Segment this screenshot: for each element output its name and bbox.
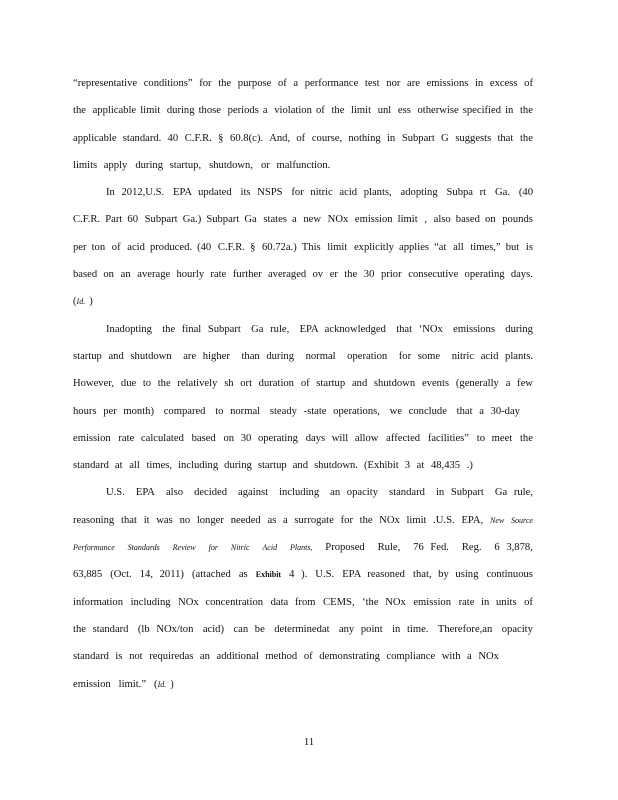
text-segment: for nitric acid plants, <box>291 187 392 199</box>
text-segment: in time. <box>392 623 429 635</box>
text-segment: operation <box>347 350 388 362</box>
text-segment: (Exhibit <box>363 460 399 472</box>
text-segment: Proposed <box>325 542 365 554</box>
text-segment: no longer <box>179 514 224 526</box>
exhibit-reference: Exhibit <box>255 570 282 580</box>
text-segment: a few <box>505 378 533 390</box>
text-segment: In 2012,U.S. <box>106 187 165 199</box>
text-segment: against <box>238 487 269 499</box>
text-segment: emission <box>413 596 452 608</box>
citation-title-segment: Nitric <box>230 543 250 553</box>
text-segment: limits apply <box>73 159 128 171</box>
text-segment: during <box>224 460 252 472</box>
text-segment: (lb NOx/ton <box>137 623 194 635</box>
text-segment: those periods <box>198 105 259 117</box>
citation-id: Id. <box>76 297 86 307</box>
text-segment: limit , also <box>397 214 451 226</box>
text-segment: it was <box>143 514 173 526</box>
citation-id: Id. <box>157 679 167 689</box>
citation-title-segment: Standards <box>127 543 160 553</box>
text-segment: affected <box>386 432 421 444</box>
text-segment: § 60.8(c). <box>218 132 263 144</box>
text-segment: (40 <box>518 187 533 199</box>
text-segment: This limit explicitly <box>301 241 394 253</box>
text-segment: Rule, <box>377 542 401 554</box>
text-segment: on pounds <box>485 214 533 226</box>
text-segment: an opacity <box>330 487 378 499</box>
text-segment: and <box>292 460 309 472</box>
text-line <box>73 671 533 698</box>
text-segment: emission <box>73 678 111 690</box>
text-segment: applicable <box>73 132 117 144</box>
text-segment: And, <box>269 132 291 144</box>
text-segment: reasoning <box>73 514 115 526</box>
text-segment: a new NOx emission <box>292 214 393 226</box>
text-segment: averaged <box>267 269 307 281</box>
text-segment: are higher <box>183 350 230 362</box>
text-segment: days. <box>510 269 533 281</box>
text-segment: data from <box>270 596 316 608</box>
text-segment: hours per month) <box>73 405 154 417</box>
text-segment: 76 Fed. <box>413 542 449 554</box>
text-segment: startup <box>257 460 287 472</box>
text-segment: of course, <box>296 132 343 144</box>
text-segment: normal <box>305 350 336 362</box>
text-segment: ( <box>154 678 158 690</box>
text-segment: rate further <box>210 269 262 281</box>
text-segment: opacity <box>501 623 533 635</box>
text-segment: on 30 operating <box>223 432 298 444</box>
text-segment: (Oct. <box>110 569 132 581</box>
citation-title-segment: Performance <box>73 543 115 553</box>
text-segment: determinedat <box>274 623 330 635</box>
text-segment: applies <box>399 241 430 253</box>
text-line <box>73 70 533 97</box>
text-segment: Ga rule, <box>494 487 533 499</box>
text-segment: G suggests <box>441 132 492 144</box>
text-segment: method of demonstrating <box>265 651 380 663</box>
text-segment: facilities” <box>427 432 470 444</box>
text-segment: that <box>121 514 137 526</box>
text-segment: Ga.) <box>182 214 202 226</box>
text-segment: Reg. <box>461 542 482 554</box>
text-segment: Inadopting <box>106 323 152 335</box>
text-segment: to meet <box>476 432 513 444</box>
text-segment: on an average <box>103 269 171 281</box>
text-segment: sh ort duration <box>224 378 294 390</box>
text-segment: of <box>524 78 533 89</box>
text-segment: but is <box>505 241 533 253</box>
text-segment: EPA reasoned <box>342 569 405 581</box>
text-segment: that a 30-day <box>456 405 520 417</box>
text-segment: 60 Subpart <box>127 214 178 226</box>
text-line <box>73 288 533 315</box>
text-segment: is not requiredas <box>115 651 194 663</box>
text-line <box>73 589 533 616</box>
text-segment: compared <box>163 405 206 417</box>
text-segment: NOx concentration <box>178 596 264 608</box>
text-segment: the <box>519 432 533 444</box>
text-segment: CEMS, <box>323 596 355 608</box>
text-segment: to normal <box>215 405 261 417</box>
text-segment: of startup <box>300 378 346 390</box>
text-segment: an additional <box>199 651 259 663</box>
text-segment: that ‘NOx <box>396 323 443 335</box>
text-segment: startup and shutdown <box>73 350 172 362</box>
text-segment: its NSPS <box>240 187 283 199</box>
text-segment: U.S. <box>106 487 125 499</box>
text-segment: based <box>73 269 98 281</box>
text-line <box>73 507 533 534</box>
page-number: 11 <box>303 736 315 748</box>
text-segment: the 30 prior consecutive <box>344 269 459 281</box>
text-segment: steady -state operations, <box>269 405 380 417</box>
text-segment: for some <box>398 350 441 362</box>
text-segment: emissions <box>453 323 495 335</box>
text-line <box>73 479 533 506</box>
text-segment: that, by using <box>413 569 479 581</box>
text-segment: Subpart <box>206 214 240 226</box>
text-segment: in Subpart <box>435 487 484 499</box>
text-line <box>73 316 533 343</box>
text-line <box>73 370 533 397</box>
text-segment: emissions <box>426 78 469 89</box>
text-segment: the standard <box>73 623 129 635</box>
text-segment: any point <box>338 623 383 635</box>
text-segment: nitric acid plants. <box>451 350 533 362</box>
text-segment: EPA <box>135 487 155 499</box>
text-line <box>73 425 533 452</box>
text-segment: § 60.72a.) <box>250 241 297 253</box>
text-segment: of the limit unl ess otherwise <box>315 105 459 117</box>
text-segment: in Subpart <box>386 132 435 144</box>
text-segment: 3 at 48,435 .) <box>404 460 473 472</box>
text-line <box>73 152 533 179</box>
text-segment: during <box>505 323 533 335</box>
text-segment: operating <box>464 269 505 281</box>
text-segment: during startup, <box>135 159 202 171</box>
text-line <box>73 125 533 152</box>
text-segment: 63,885 <box>73 569 103 581</box>
citation-title-segment: for <box>208 543 218 553</box>
text-line <box>73 343 533 370</box>
text-segment: ) <box>89 296 93 308</box>
text-segment: in excess <box>474 78 518 89</box>
text-segment: needed <box>230 514 261 526</box>
text-segment: or malfunction. <box>260 159 331 171</box>
text-segment: also <box>165 487 184 499</box>
text-segment: information <box>73 596 124 608</box>
text-segment: shutdown. <box>314 460 358 472</box>
text-segment: Subpa rt <box>446 187 487 199</box>
text-segment: rate calculated <box>118 432 184 444</box>
text-segment: standard. <box>122 132 162 144</box>
text-segment: for the purpose <box>199 78 272 89</box>
citation-title-segment: Plants, <box>289 543 313 553</box>
text-segment: including <box>130 596 171 608</box>
text-segment: including <box>279 487 320 499</box>
text-segment: standard <box>389 487 425 499</box>
text-segment: (40 C.F.R. <box>197 241 245 253</box>
text-segment: test nor are <box>364 78 420 89</box>
text-segment: the final Subpart <box>162 323 241 335</box>
text-segment: “at all times,” <box>434 241 501 253</box>
text-segment: a violation <box>262 105 312 117</box>
text-segment: ov er <box>312 269 338 281</box>
text-segment: Part <box>105 214 123 226</box>
text-segment: in the <box>505 105 533 117</box>
text-segment: However, <box>73 378 115 390</box>
citation-title-segment: New <box>489 515 505 525</box>
text-segment: U.S. <box>315 569 335 581</box>
text-segment: Therefore,an <box>437 623 493 635</box>
text-line <box>73 561 533 588</box>
text-segment: limit.” <box>118 678 147 690</box>
text-segment: (attached <box>191 569 231 581</box>
text-line <box>73 179 533 206</box>
citation-title-segment: Acid <box>262 543 278 553</box>
text-segment: adopting <box>400 187 438 199</box>
text-segment: events <box>421 378 450 390</box>
text-segment: for the NOx limit .U.S. <box>340 514 455 526</box>
text-segment: 6 3,878, <box>494 542 533 554</box>
text-segment: Ga. <box>494 187 510 199</box>
text-segment: standard <box>73 651 109 663</box>
text-segment: including <box>178 460 219 472</box>
text-segment: produced. <box>149 241 193 253</box>
text-segment: (generally <box>455 378 499 390</box>
text-segment: rate in units <box>458 596 517 608</box>
text-segment: specified <box>462 105 502 117</box>
text-segment: “representative <box>73 78 138 89</box>
text-segment: we conclude <box>389 405 447 417</box>
text-segment: per <box>73 241 87 253</box>
text-segment: of <box>524 596 533 608</box>
text-segment: as <box>238 569 248 581</box>
text-segment: EPA updated <box>173 187 232 199</box>
text-segment: shutdown, <box>209 159 253 171</box>
body-text <box>73 70 533 698</box>
text-segment: ton of acid <box>91 241 145 253</box>
text-segment: EPA acknowledged <box>299 323 386 335</box>
text-segment: based <box>455 214 480 226</box>
text-segment: Ga rule, <box>251 323 290 335</box>
text-line <box>73 643 499 670</box>
text-segment: standard <box>73 460 109 472</box>
text-segment: conditions” <box>143 78 193 89</box>
text-segment: days will allow <box>305 432 379 444</box>
text-segment: EPA, <box>461 514 484 526</box>
text-segment: of a performance <box>277 78 359 89</box>
citation-title-segment: Source <box>511 515 533 525</box>
text-line <box>73 234 533 261</box>
text-segment: acid) <box>202 623 225 635</box>
text-segment: that the <box>497 132 533 144</box>
text-line <box>73 261 533 288</box>
text-line <box>73 534 533 561</box>
text-line <box>73 398 520 425</box>
text-line <box>73 97 533 124</box>
text-segment: and shutdown <box>351 378 416 390</box>
text-segment: a NOx <box>467 651 499 663</box>
text-segment: based <box>191 432 216 444</box>
text-segment: can be <box>233 623 265 635</box>
text-segment: ) <box>170 678 174 690</box>
text-segment: 14, 2011) <box>139 569 184 581</box>
text-segment: with <box>441 651 461 663</box>
text-segment: the applicable <box>73 105 137 117</box>
text-line <box>73 452 473 479</box>
text-segment: than during <box>241 350 294 362</box>
text-segment: hourly <box>176 269 205 281</box>
text-segment: ‘the NOx <box>362 596 406 608</box>
text-segment: C.F.R. <box>73 214 101 226</box>
text-line <box>73 206 533 233</box>
text-segment: ( <box>73 296 77 308</box>
text-segment: compliance <box>386 651 436 663</box>
text-segment: nothing <box>348 132 381 144</box>
text-segment: limit during <box>140 105 195 117</box>
text-segment: 4 ). <box>289 569 308 581</box>
text-segment: 40 C.F.R. <box>167 132 212 144</box>
text-segment: as a surrogate <box>267 514 334 526</box>
text-segment: Ga states <box>244 214 287 226</box>
text-segment: decided <box>194 487 228 499</box>
text-segment: continuous <box>486 569 533 581</box>
text-segment: at all times, <box>114 460 173 472</box>
text-segment: emission <box>73 432 111 444</box>
text-segment: due to the relatively <box>120 378 218 390</box>
citation-title-segment: Review <box>172 543 196 553</box>
text-line <box>73 616 533 643</box>
